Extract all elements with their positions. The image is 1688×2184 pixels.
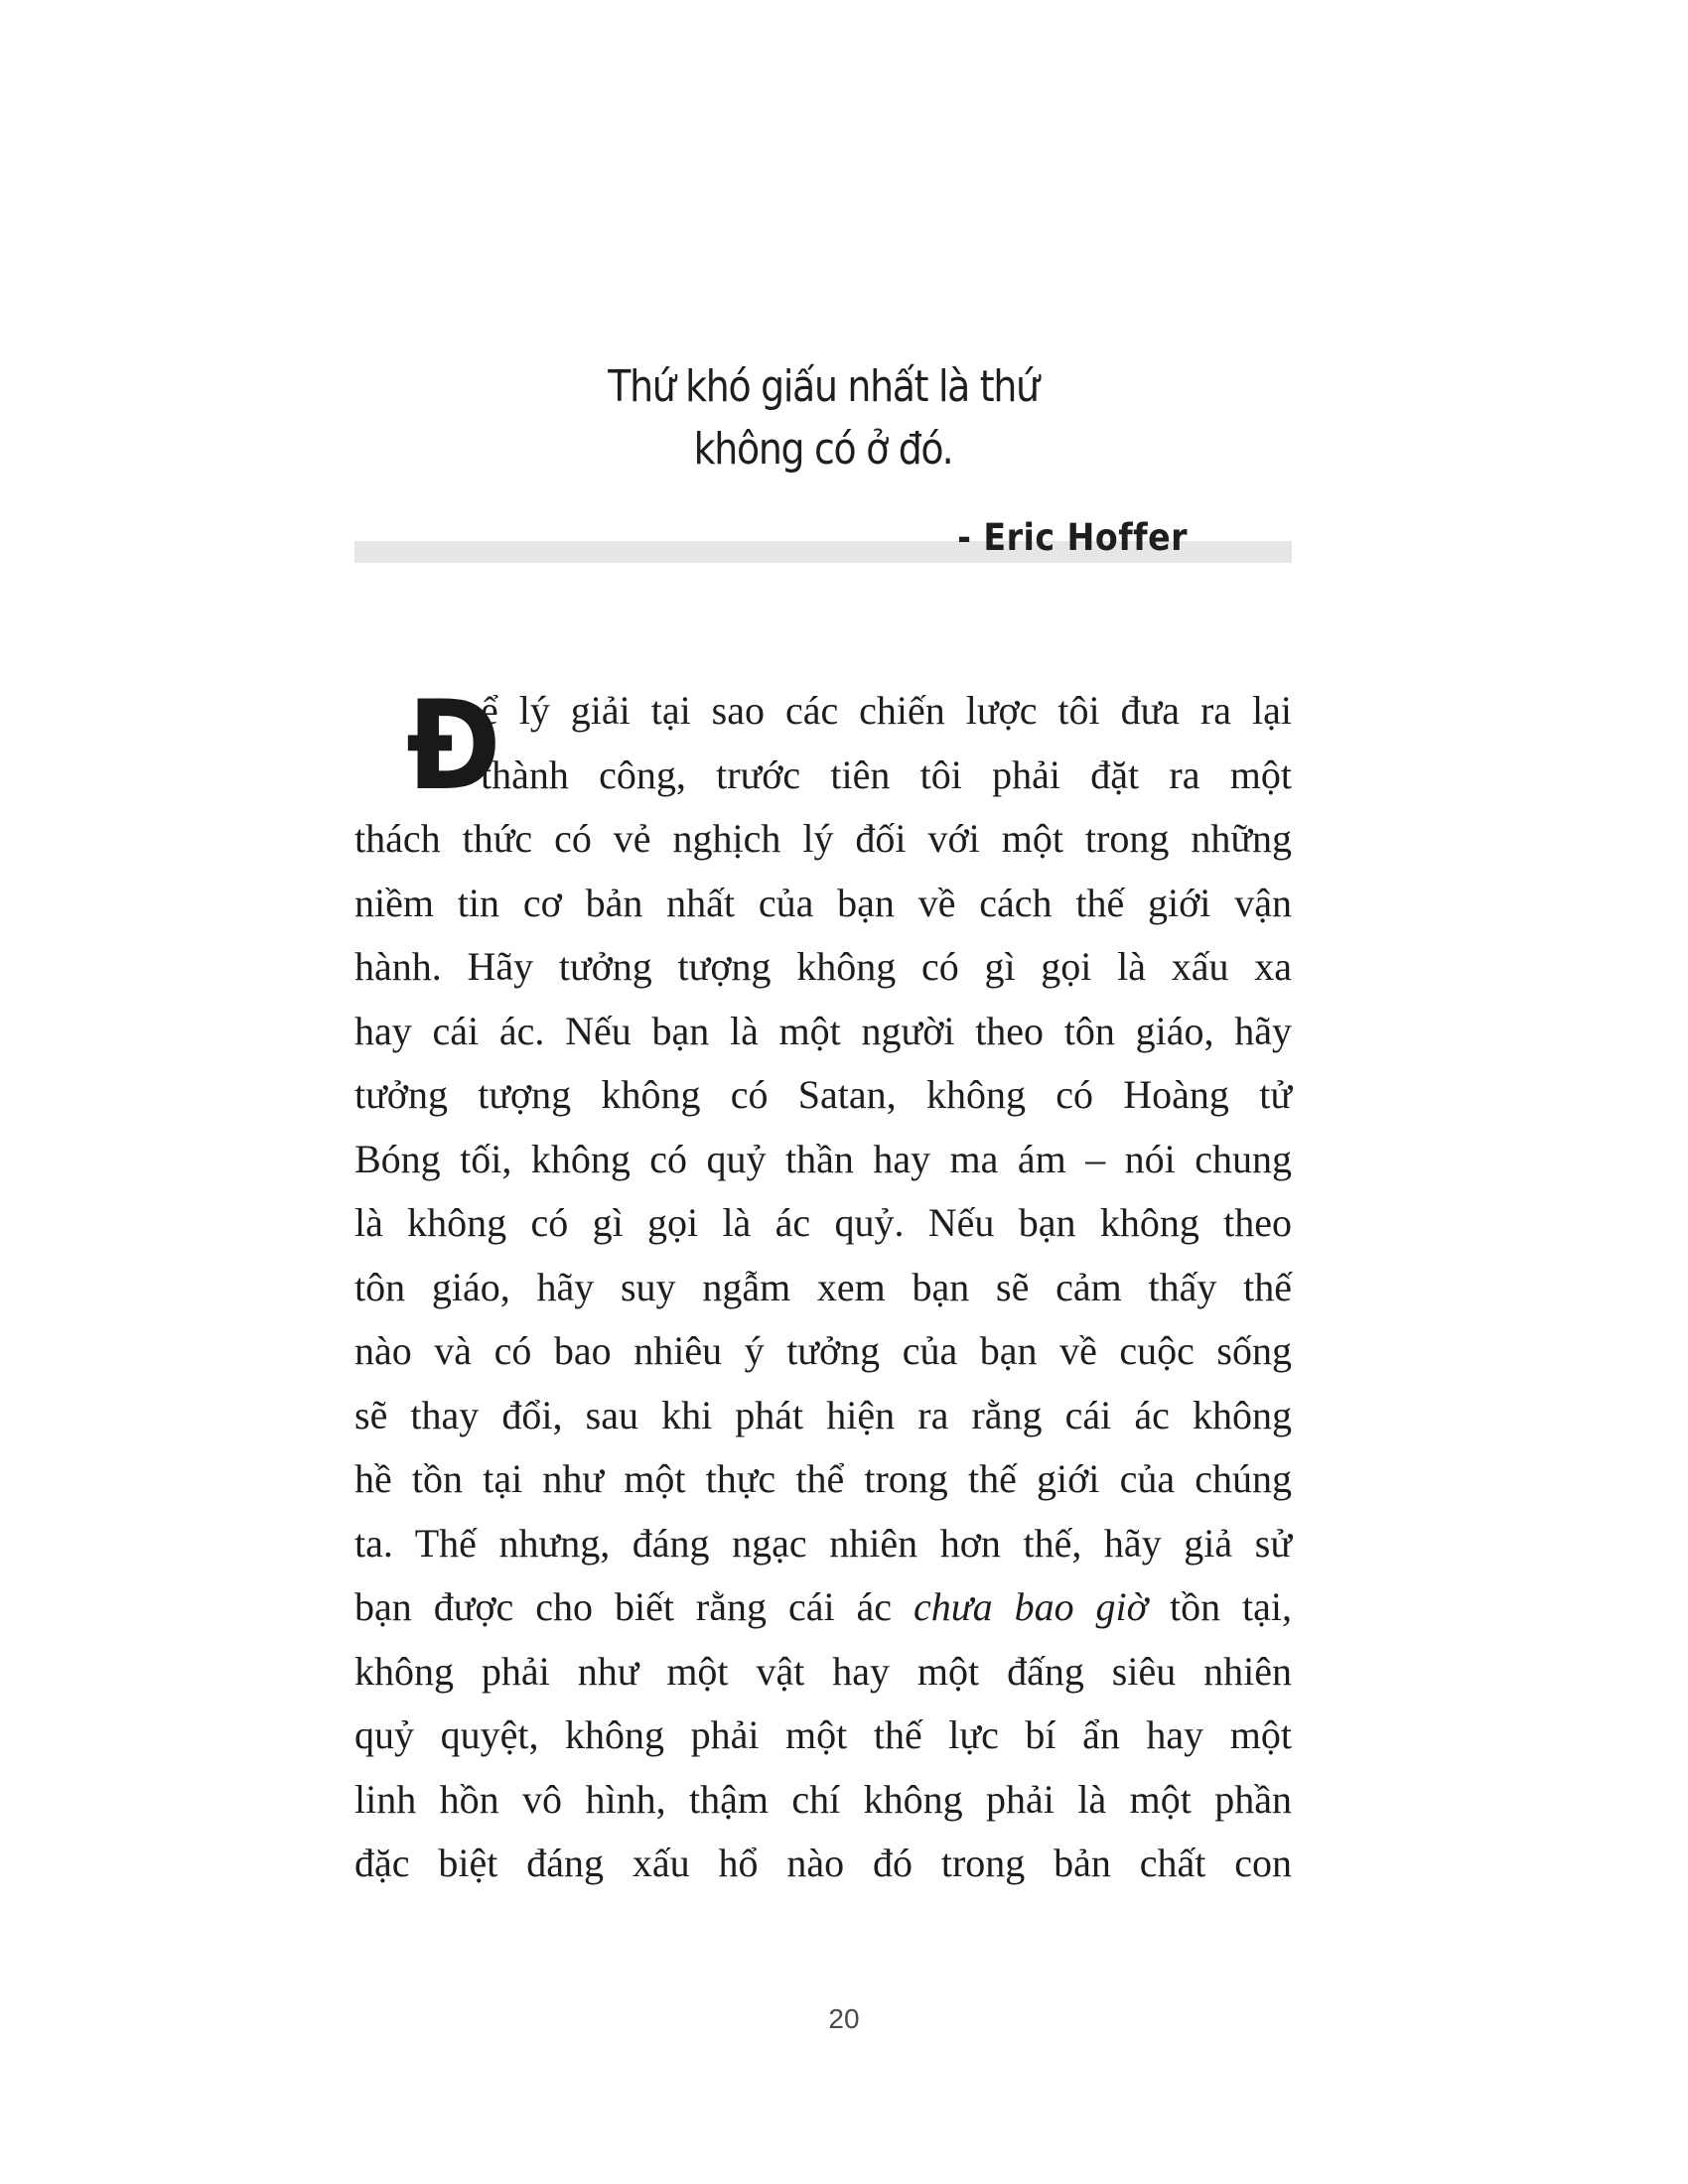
text-line: tôn giáo, hãy suy ngẫm xem bạn sẽ cảm thấy thế	[354, 1264, 1292, 1309]
text-line: linh hồn vô hình, thậm chí không phải là một phần	[354, 1776, 1292, 1822]
text-line: quỷ quyệt, không phải một thế lực bí ẩn hay một	[354, 1712, 1292, 1757]
text-line: nào và có bao nhiêu ý tưởng của bạn về cuộc sống	[354, 1328, 1292, 1373]
text-line: hay cái ác. Nếu bạn là một người theo tôn giáo, hãy	[354, 1008, 1292, 1053]
text-segment: tồn tại,	[1148, 1584, 1293, 1629]
text-line: không phải như một vật hay một đấng siêu nhiên	[354, 1648, 1292, 1694]
text-line: hành. Hãy tưởng tượng không có gì gọi là xấu xa	[354, 944, 1292, 989]
body-paragraph	[354, 675, 1293, 1896]
drop-cap: Đ	[406, 675, 501, 818]
emphasis-text: chưa bao giờ	[914, 1584, 1148, 1629]
page-number: 20	[828, 2003, 860, 2034]
text-line: niềm tin cơ bản nhất của bạn về cách thế giới vận	[354, 880, 1292, 925]
text-line: sẽ thay đổi, sau khi phát hiện ra rằng cái ác không	[354, 1392, 1292, 1437]
epigraph-quote	[420, 355, 1226, 480]
text-line: đặc biệt đáng xấu hổ nào đó trong bản chất con	[354, 1841, 1292, 1885]
text-line: tưởng tượng không có Satan, không có Hoàng tử	[354, 1072, 1292, 1117]
text-line: Bóng tối, không có quỷ thần hay ma ám – nói chung	[354, 1136, 1292, 1181]
text-segment: bạn được cho biết rằng cái ác	[354, 1584, 914, 1629]
text-line: thách thức có vẻ nghịch lý đối với một trong những	[354, 816, 1292, 861]
text-line: hề tồn tại như một thực thể trong thế giới của chúng	[354, 1456, 1292, 1501]
text-line-with-emphasis	[354, 1575, 1292, 1640]
epigraph-quote-line: Thứ khó giấu nhất là thứ	[608, 361, 1039, 412]
text-line: thành công, trước tiên tôi phải đặt ra một	[481, 751, 1292, 797]
text-line: ể lý giải tại sao các chiến lược tôi đưa ra lại	[481, 688, 1292, 733]
epigraph-attribution: - Eric Hoffer	[957, 516, 1188, 559]
text-line: là không có gì gọi là ác quỷ. Nếu bạn không theo	[354, 1200, 1292, 1245]
epigraph-quote-line: không có ở đó.	[693, 424, 953, 475]
text-line: ta. Thế nhưng, đáng ngạc nhiên hơn thế, hãy giả sử	[354, 1520, 1292, 1566]
